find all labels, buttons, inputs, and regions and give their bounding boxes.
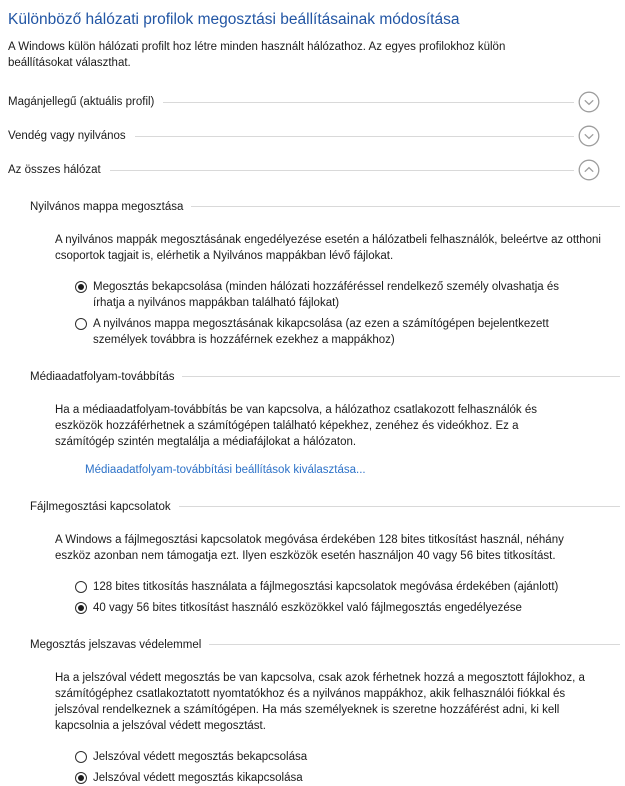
radio-button[interactable] xyxy=(75,318,87,330)
profile-section-label: Magánjellegű (aktuális profil) xyxy=(8,96,155,108)
media-streaming-options-link[interactable]: Médiaadatfolyam-továbbítási beállítások kiválasztása... xyxy=(85,464,366,476)
chevron-down-icon[interactable] xyxy=(578,125,600,147)
subsection-divider xyxy=(209,644,620,645)
password-protected-options xyxy=(75,749,620,786)
section-divider xyxy=(135,136,574,137)
radio-label: A nyilvános mappa megosztásának kikapcsolása (az ezen a számítógépen bejelentkezett személyek továbbra is hozzáférnek ezekhez a mappákhoz) xyxy=(93,318,549,346)
public-folder-options xyxy=(75,279,620,348)
radio-option-password-sharing-on[interactable] xyxy=(75,749,620,765)
subsection-divider xyxy=(182,376,620,377)
radio-button[interactable] xyxy=(75,281,87,293)
radio-label: Megosztás bekapcsolása (minden hálózati hozzáféréssel rendelkező személy olvashatja és írhatja a nyilvános mappákban található fájlokat) xyxy=(93,281,559,309)
profile-section-guest-public[interactable] xyxy=(8,125,620,147)
radio-label: Jelszóval védett megosztás bekapcsolása xyxy=(93,751,308,763)
radio-button[interactable] xyxy=(75,602,87,614)
radio-option-128bit-encryption[interactable] xyxy=(75,579,620,595)
subsection-password-protected-sharing xyxy=(30,636,620,653)
radio-button[interactable] xyxy=(75,772,87,784)
page-title: Különböző hálózati profilok megosztási beállításainak módosítása xyxy=(8,11,460,28)
profile-section-all-networks[interactable] xyxy=(8,159,620,181)
subsection-divider xyxy=(179,506,620,507)
subsection-public-folder-sharing xyxy=(30,198,620,215)
chevron-up-icon[interactable] xyxy=(578,159,600,181)
section-divider xyxy=(110,170,574,171)
radio-option-40-56bit-encryption[interactable] xyxy=(75,600,620,616)
media-streaming-description: Ha a médiaadatfolyam-továbbítás be van kapcsolva, a hálózathoz csatlakozott felhasználók és eszközök hozzáférhetnek a számítógépen található képekhez, zenéhez és videókhoz. Ez a számítógép szintén megtalálja a médiafájlokat a hálózaton. xyxy=(55,404,538,448)
profile-section-label: Az összes hálózat xyxy=(8,164,101,176)
file-sharing-description: A Windows a fájlmegosztási kapcsolatok megóvása érdekében 128 bites titkosítást használ, néhány eszköz azonban nem támogatja ezt. Ilyen eszközök esetén használjon 40 vagy 56 bites titkosítást. xyxy=(55,534,564,562)
radio-button[interactable] xyxy=(75,581,87,593)
public-folder-description: A nyilvános mappák megosztásának engedélyezése esetén a hálózatbeli felhasználók, beleértve az otthoni csoportok tagjait is, elérhetik a Nyilvános mappákban lévő fájlokat. xyxy=(55,234,601,262)
radio-button[interactable] xyxy=(75,751,87,763)
profile-section-private[interactable] xyxy=(8,91,620,113)
profile-section-label: Vendég vagy nyilvános xyxy=(8,130,126,142)
subsection-heading: Nyilvános mappa megosztása xyxy=(30,200,184,213)
radio-label: 128 bites titkosítás használata a fájlmegosztási kapcsolatok megóvása érdekében (ajánlott) xyxy=(93,581,559,593)
subsection-divider xyxy=(191,206,620,207)
page-subtitle: A Windows külön hálózati profilt hoz létre minden használt hálózathoz. Az egyes profilokhoz külön beállításokat választhat. xyxy=(8,41,506,69)
password-protected-description: Ha a jelszóval védett megosztás be van kapcsolva, csak azok férhetnek hozzá a megosztott fájlokhoz, a számítógéphez csatlakoztatott nyomtatókhoz és a nyilvános mappákhoz, akik felhasználói fiókkal és jelszóval rendelkeznek a számítógépen. Ha más személyeknek is szeretne hozzáférést adni, ki kell kapcsolnia a jelszóval védett megosztást. xyxy=(55,672,585,732)
file-sharing-options xyxy=(75,579,620,616)
subsection-heading: Fájlmegosztási kapcsolatok xyxy=(30,500,171,513)
radio-label: 40 vagy 56 bites titkosítást használó eszközökkel való fájlmegosztás engedélyezése xyxy=(93,602,522,614)
chevron-down-icon[interactable] xyxy=(578,91,600,113)
radio-option-password-sharing-off[interactable] xyxy=(75,770,620,786)
subsection-heading: Médiaadatfolyam-továbbítás xyxy=(30,370,175,383)
all-networks-content xyxy=(8,198,620,786)
subsection-media-streaming xyxy=(30,368,620,385)
subsection-heading: Megosztás jelszavas védelemmel xyxy=(30,638,202,651)
radio-option-public-sharing-on[interactable] xyxy=(75,279,620,311)
subsection-file-sharing-connections xyxy=(30,498,620,515)
radio-option-public-sharing-off[interactable] xyxy=(75,316,620,348)
radio-label: Jelszóval védett megosztás kikapcsolása xyxy=(93,772,303,784)
section-divider xyxy=(163,102,574,103)
